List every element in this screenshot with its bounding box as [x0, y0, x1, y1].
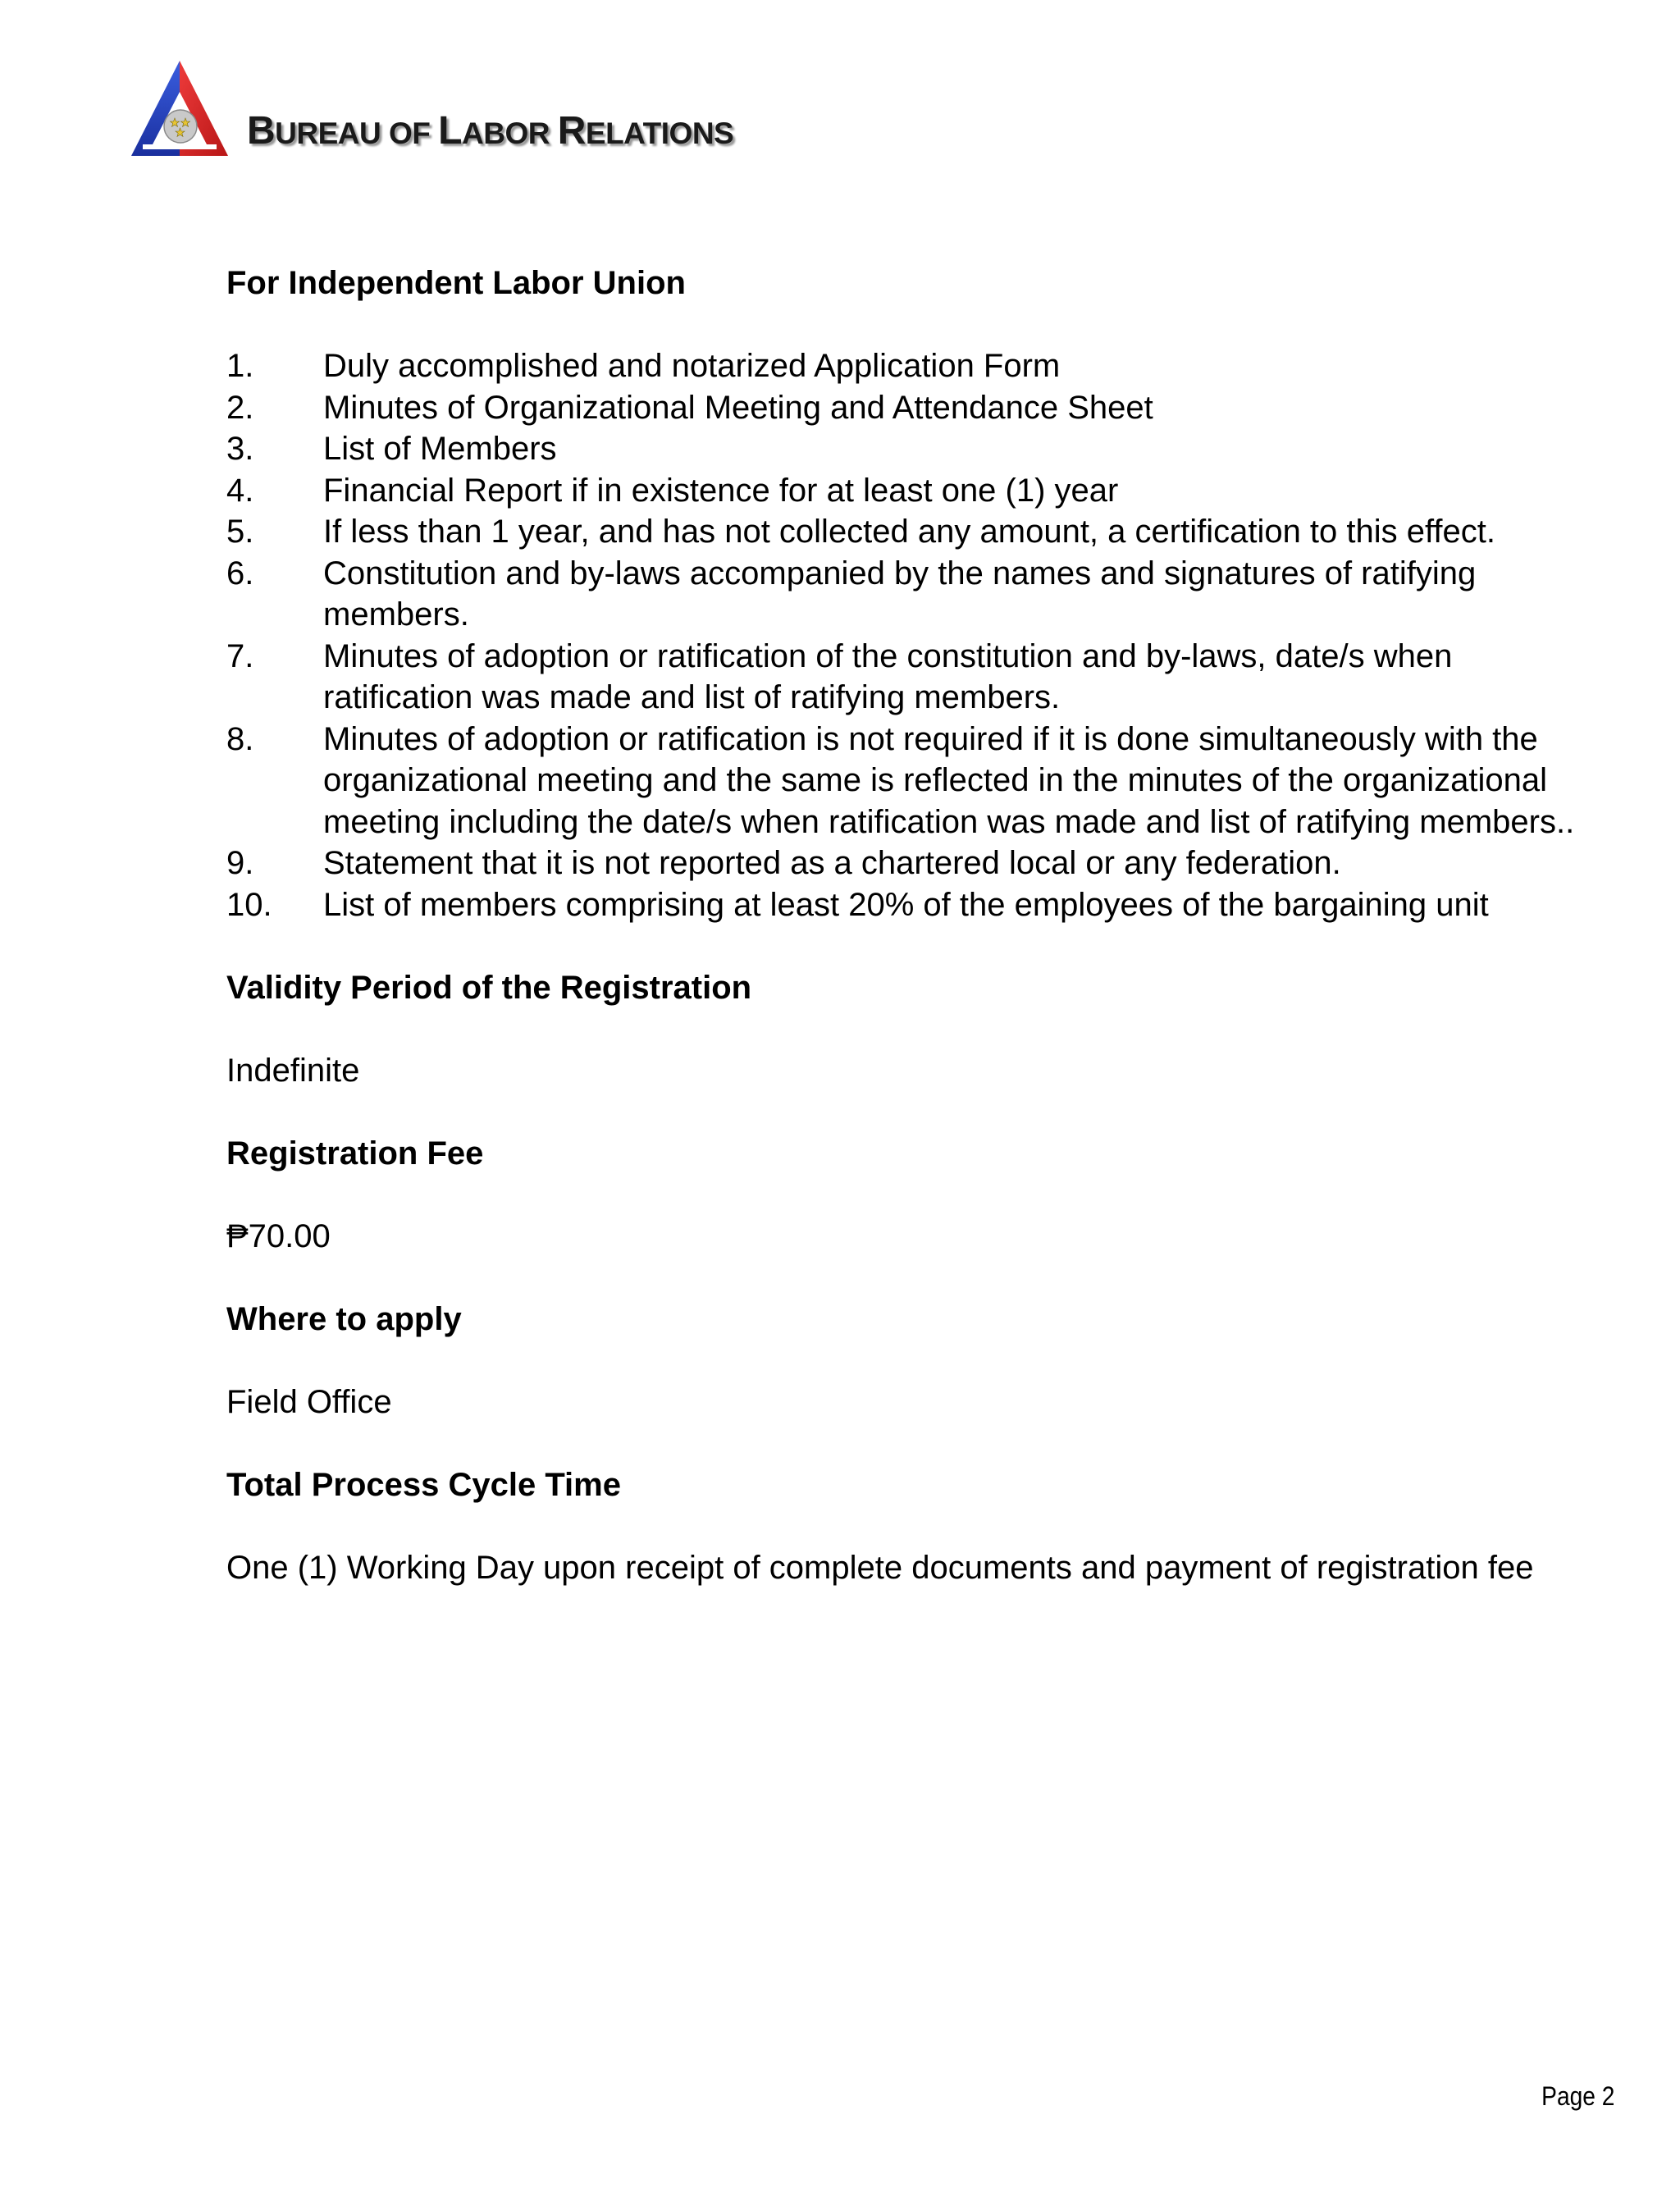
list-item-number: 2. — [226, 389, 254, 426]
list-item-number: 3. — [226, 431, 254, 467]
document-body — [226, 263, 1605, 1588]
list-item-number: 7. — [226, 637, 254, 674]
list-item — [226, 428, 1605, 470]
total-process-cycle-time-value: One (1) Working Day upon receipt of complete documents and payment of registration fee — [226, 1549, 1534, 1586]
org-name-part: ELATIONS — [585, 116, 734, 150]
spacer — [226, 1091, 1605, 1133]
org-name-part: L — [438, 109, 462, 153]
list-item — [226, 843, 1605, 884]
list-item — [226, 345, 1605, 387]
dole-triangle-logo-icon — [130, 59, 230, 158]
list-item-number: 5. — [226, 514, 254, 550]
list-item — [226, 884, 1605, 926]
list-item-text: Constitution and by-laws accompanied by the names and signatures of ratifying members. — [323, 555, 1477, 633]
spacer — [226, 304, 1605, 346]
list-item — [226, 719, 1605, 843]
list-item-text: Statement that it is not reported as a chartered local or any federation. — [323, 845, 1341, 881]
spacer — [226, 1257, 1605, 1299]
registration-fee-value: ₱70.00 — [226, 1217, 331, 1254]
requirements-list — [226, 345, 1605, 925]
section-title-total-process-cycle-time: Total Process Cycle Time — [226, 1466, 621, 1503]
list-item-text: List of members comprising at least 20% of the employees of the bargaining unit — [323, 886, 1489, 923]
section-title-independent-labor-union: For Independent Labor Union — [226, 265, 686, 301]
spacer — [226, 1340, 1605, 1382]
list-item-text: Financial Report if in existence for at least one (1) year — [323, 472, 1119, 509]
list-item-text: Minutes of Organizational Meeting and Attendance Sheet — [323, 389, 1153, 426]
spacer — [226, 925, 1605, 967]
list-item-text: If less than 1 year, and has not collected any amount, a certification to this effect. — [323, 514, 1495, 550]
org-name-part: B — [247, 109, 276, 153]
validity-period-value: Indefinite — [226, 1052, 360, 1089]
list-item-text: List of Members — [323, 431, 557, 467]
list-item — [226, 511, 1605, 553]
list-item-number: 4. — [226, 472, 254, 509]
section-title-validity-period: Validity Period of the Registration — [226, 969, 752, 1006]
list-item — [226, 387, 1605, 429]
list-item-text: Minutes of adoption or ratification is not required if it is done simultaneously with the organizational meeting and the same is reflected in the minutes of the organizational meeting including the date/s when ratification was made and list of ratifying members.. — [323, 720, 1575, 840]
spacer — [226, 1174, 1605, 1216]
list-item-number: 1. — [226, 348, 254, 384]
org-name-part: UREAU OF — [275, 116, 439, 150]
list-item-text: Minutes of adoption or ratification of the constitution and by-laws, date/s when ratification was made and list of ratifying members. — [323, 637, 1453, 715]
list-item-text: Duly accomplished and notarized Application Form — [323, 348, 1061, 384]
list-item-number: 9. — [226, 845, 254, 881]
page-header — [130, 59, 868, 161]
list-item — [226, 636, 1605, 719]
list-item-number: 8. — [226, 720, 254, 757]
page-number: Page 2 — [1541, 2081, 1614, 2111]
where-to-apply-value: Field Office — [226, 1383, 392, 1420]
spacer — [226, 1008, 1605, 1050]
org-name — [247, 107, 733, 158]
section-title-where-to-apply: Where to apply — [226, 1300, 462, 1337]
section-title-registration-fee: Registration Fee — [226, 1135, 484, 1172]
org-name-part: R — [557, 109, 586, 153]
list-item — [226, 470, 1605, 512]
spacer — [226, 1423, 1605, 1464]
list-item — [226, 553, 1605, 636]
spacer — [226, 1505, 1605, 1547]
list-item-number: 10. — [226, 886, 272, 923]
org-name-part: ABOR — [462, 116, 558, 150]
list-item-number: 6. — [226, 555, 254, 592]
